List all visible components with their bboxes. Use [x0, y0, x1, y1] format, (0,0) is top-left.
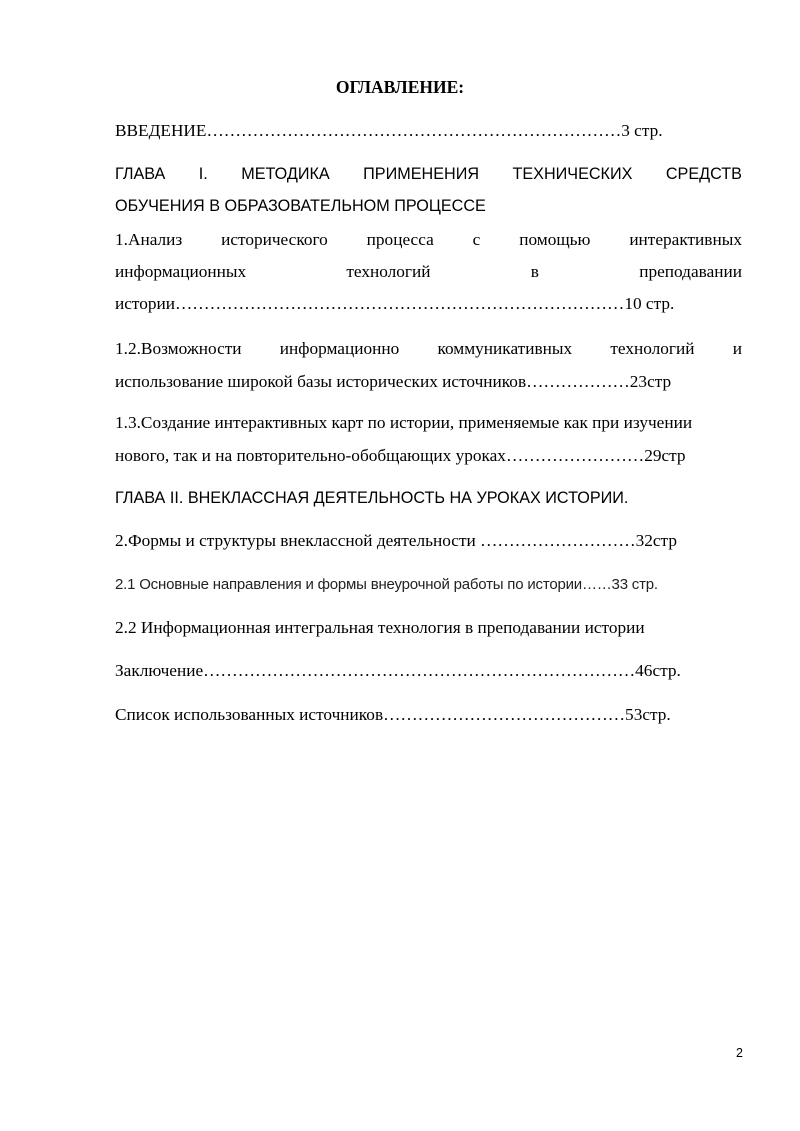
- word: ГЛАВА: [115, 165, 166, 183]
- toc-entry-section-2: [115, 530, 742, 552]
- toc-entry-intro: [115, 120, 742, 142]
- toc-entry-intro-text: ВВЕДЕНИЕ………………………………………………………………3 стр.: [115, 121, 663, 140]
- word: с: [472, 230, 481, 249]
- word: I.: [198, 165, 208, 183]
- word: ТЕХНИЧЕСКИХ: [512, 165, 633, 183]
- word: технологий: [610, 339, 695, 358]
- word: преподавании: [639, 262, 742, 281]
- section-1-2-line-1: [115, 332, 742, 365]
- toc-entry-section-2-1: [115, 574, 742, 596]
- toc-entry-section-1-2: [115, 332, 742, 398]
- toc-title: ОГЛАВЛЕНИЕ:: [335, 77, 465, 97]
- toc-entry-section-1-3: [115, 406, 742, 472]
- word: помощью: [519, 230, 591, 249]
- word: ПРИМЕНЕНИЯ: [363, 165, 480, 183]
- word: коммуникативных: [437, 339, 573, 358]
- word: и: [732, 339, 742, 358]
- toc-entry-section-2-2: [115, 617, 742, 639]
- word: СРЕДСТВ: [665, 165, 742, 183]
- word: информационно: [279, 339, 400, 358]
- chapter-1-line-1: [115, 158, 742, 190]
- section-2-1-text: 2.1 Основные направления и формы внеурочной работы по истории……33 стр.: [115, 576, 658, 593]
- chapter-2-text: ГЛАВА II. ВНЕКЛАССНАЯ ДЕЯТЕЛЬНОСТЬ НА УРОКАХ ИСТОРИИ.: [115, 489, 629, 507]
- toc-entry-section-1: [115, 224, 742, 320]
- section-1-line-2: [115, 256, 742, 288]
- word: 1.Анализ: [115, 230, 183, 249]
- word: процесса: [366, 230, 434, 249]
- page-number: 2: [736, 1046, 743, 1060]
- toc-entry-chapter-2: [115, 487, 742, 509]
- section-2-2-text: 2.2 Информационная интегральная технология в преподавании истории: [115, 618, 645, 637]
- word: в: [530, 262, 539, 281]
- chapter-1-line-2: ОБУЧЕНИЯ В ОБРАЗОВАТЕЛЬНОМ ПРОЦЕССЕ: [115, 197, 486, 215]
- section-1-3-line-1: 1.3.Создание интерактивных карт по истории, применяемые как при изучении: [115, 413, 693, 432]
- word: информационных: [115, 262, 247, 281]
- section-2-text: 2.Формы и структуры внеклассной деятельности ………………………32стр: [115, 531, 677, 550]
- word: МЕТОДИКА: [241, 165, 330, 183]
- toc-entry-sources: [115, 704, 742, 726]
- section-1-3-line-2: нового, так и на повторительно-обобщающих уроках……………………29стр: [115, 446, 686, 465]
- word: технологий: [346, 262, 431, 281]
- word: интерактивных: [629, 230, 742, 249]
- sources-text: Список использованных источников……………………………………53стр.: [115, 705, 671, 724]
- word: исторического: [221, 230, 328, 249]
- conclusion-text: Заключение…………………………………………………………………46стр.: [115, 661, 681, 680]
- word: 1.2.Возможности: [115, 339, 242, 358]
- toc-entry-chapter-1: [115, 158, 742, 222]
- section-1-line-1: [115, 224, 742, 256]
- section-1-line-3: истории……………………………………………………………………10 стр.: [115, 294, 675, 313]
- section-1-2-line-2: использование широкой базы исторических источников………………23стр: [115, 372, 672, 391]
- toc-entry-conclusion: [115, 660, 742, 682]
